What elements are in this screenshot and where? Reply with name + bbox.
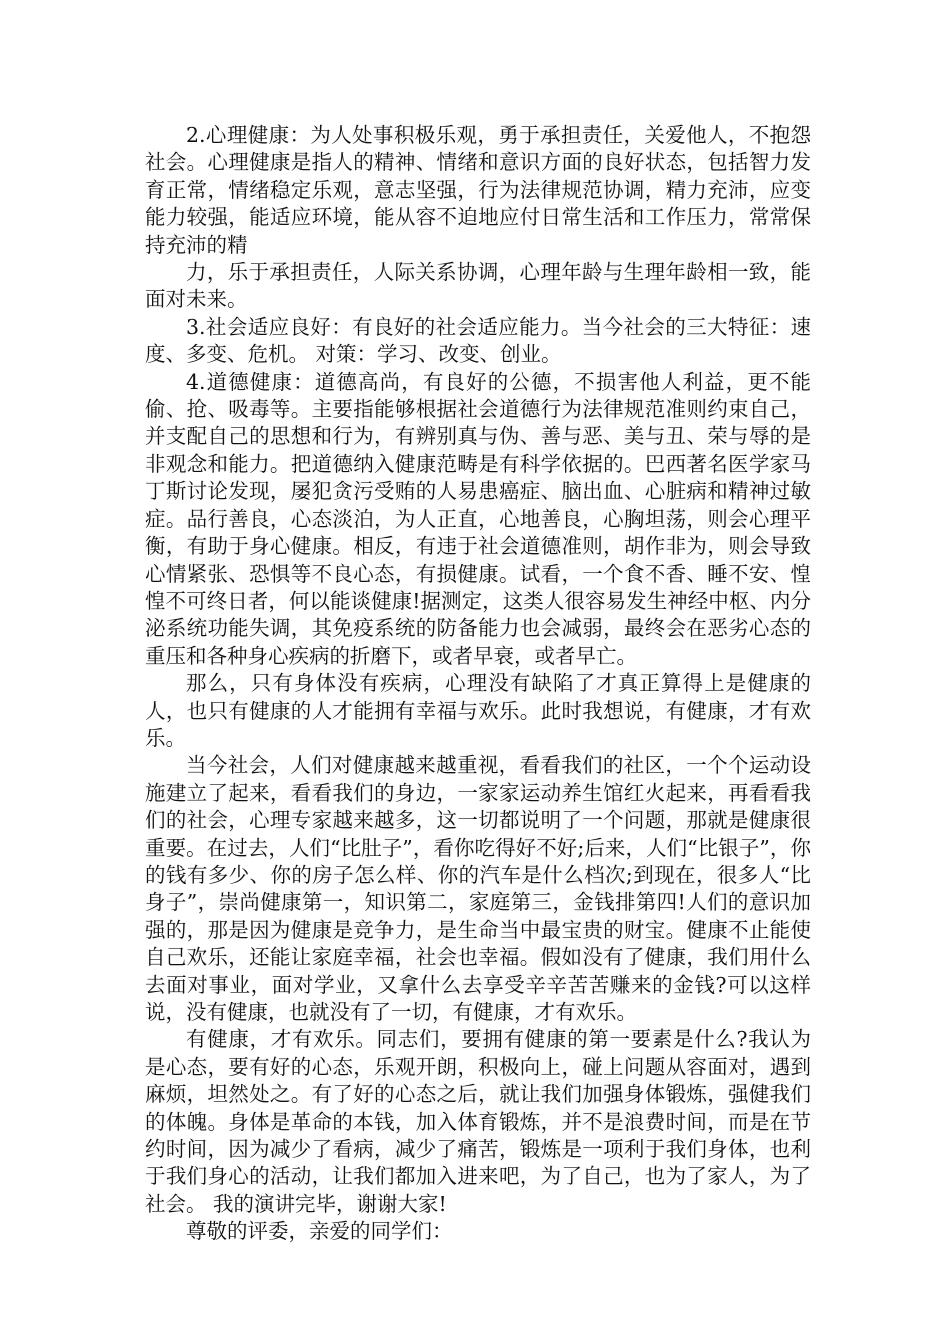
paragraph-mental-health-continued: 力，乐于承担责任，人际关系协调，心理年龄与生理年龄相一致，能面对未来。: [145, 260, 811, 312]
paragraph-mental-health: 2.心理健康：为人处事积极乐观，勇于承担责任，关爱他人，不抱怨社会。心理健康是指人的精神、情绪和意识方面的良好状态，包括智力发育正常，情绪稳定乐观，意志坚强，行为法律规范协调，精力充沛，应变能力较强，能适应环境，能从容不迫地应付日常生活和工作压力，常常保持充沛的精: [145, 123, 811, 257]
paragraph-salutation: 尊敬的评委，亲爱的同学们：: [186, 1219, 453, 1244]
paragraph-social-adaptation: 3.社会适应良好：有良好的社会适应能力。当今社会的三大特征：速度、多变、危机。 对策：学习、改变、创业。: [145, 314, 811, 367]
paragraph-health-and-happiness: 那么，只有身体没有疾病，心理没有缺陷了才真正算得上是健康的人，也只有健康的人才能拥有幸福与欢乐。此时我想说，有健康，才有欢乐。: [145, 671, 811, 750]
document-body: [145, 122, 811, 1246]
paragraph-closing-remarks: 有健康，才有欢乐。同志们，要拥有健康的第一要素是什么?我认为是心态，要有好的心态，乐观开朗，积极向上，碰上问题从容面对，遇到麻烦，坦然处之。有了好的心态之后，就让我们加强身体锻炼，强健我们的体魄。身体是革命的本钱，加入体育锻炼，并不是浪费时间，而是在节约时间，因为减少了看病，减少了痛苦，锻炼是一项利于我们身体，也利于我们身心的活动，让我们都加入进来吧，为了自己，也为了家人，为了社会。 我的演讲完毕，谢谢大家!: [145, 1027, 811, 1216]
paragraph-moral-health: 4.道德健康：道德高尚，有良好的公德，不损害他人利益，更不能偷、抢、吸毒等。主要指能够根据社会道德行为法律规范准则约束自己，并支配自己的思想和行为，有辨别真与伪、善与恶、美与丑、荣与辱的是非观念和能力。把道德纳入健康范畴是有科学依据的。巴西著名医学家马丁斯讨论发现，屡犯贪污受贿的人易患癌症、脑出血、心脏病和精神过敏症。品行善良，心态淡泊，为人正直，心地善良，心胸坦荡，则会心理平衡，有助于身心健康。相反，有违于社会道德准则，胡作非为，则会导致心情紧张、恐惧等不良心态，有损健康。试看，一个食不香、睡不安、惶惶不可终日者，何以能谈健康!据测定，这类人很容易发生神经中枢、内分泌系统功能失调，其免疫系统的防备能力也会减弱，最终会在恶劣心态的重压和各种身心疾病的折磨下，或者早衰，或者早亡。: [145, 369, 811, 668]
paragraph-modern-society: 当今社会，人们对健康越来越重视，看看我们的社区，一个个运动设施建立了起来，看看我们的身边，一家家运动养生馆红火起来，再看看我们的社会，心理专家越来越多，这一切都说明了一个问题，那就是健康很重要。在过去，人们“比肚子”，看你吃得好不好;后来，人们“比银子”，你的钱有多少、你的房子怎么样、你的汽车是什么档次;到现在，很多人“比身子”，崇尚健康第一，知识第二，家庭第三，金钱排第四!人们的意识加强的，那是因为健康是竞争力，是生命当中最宝贵的财宝。健康不止能使自己欢乐，还能让家庭幸福，社会也幸福。假如没有了健康，我们用什么去面对事业，面对学业，又拿什么去享受辛辛苦苦赚来的金钱?可以这样说，没有健康，也就没有了一切，有健康，才有欢乐。: [145, 753, 811, 1024]
